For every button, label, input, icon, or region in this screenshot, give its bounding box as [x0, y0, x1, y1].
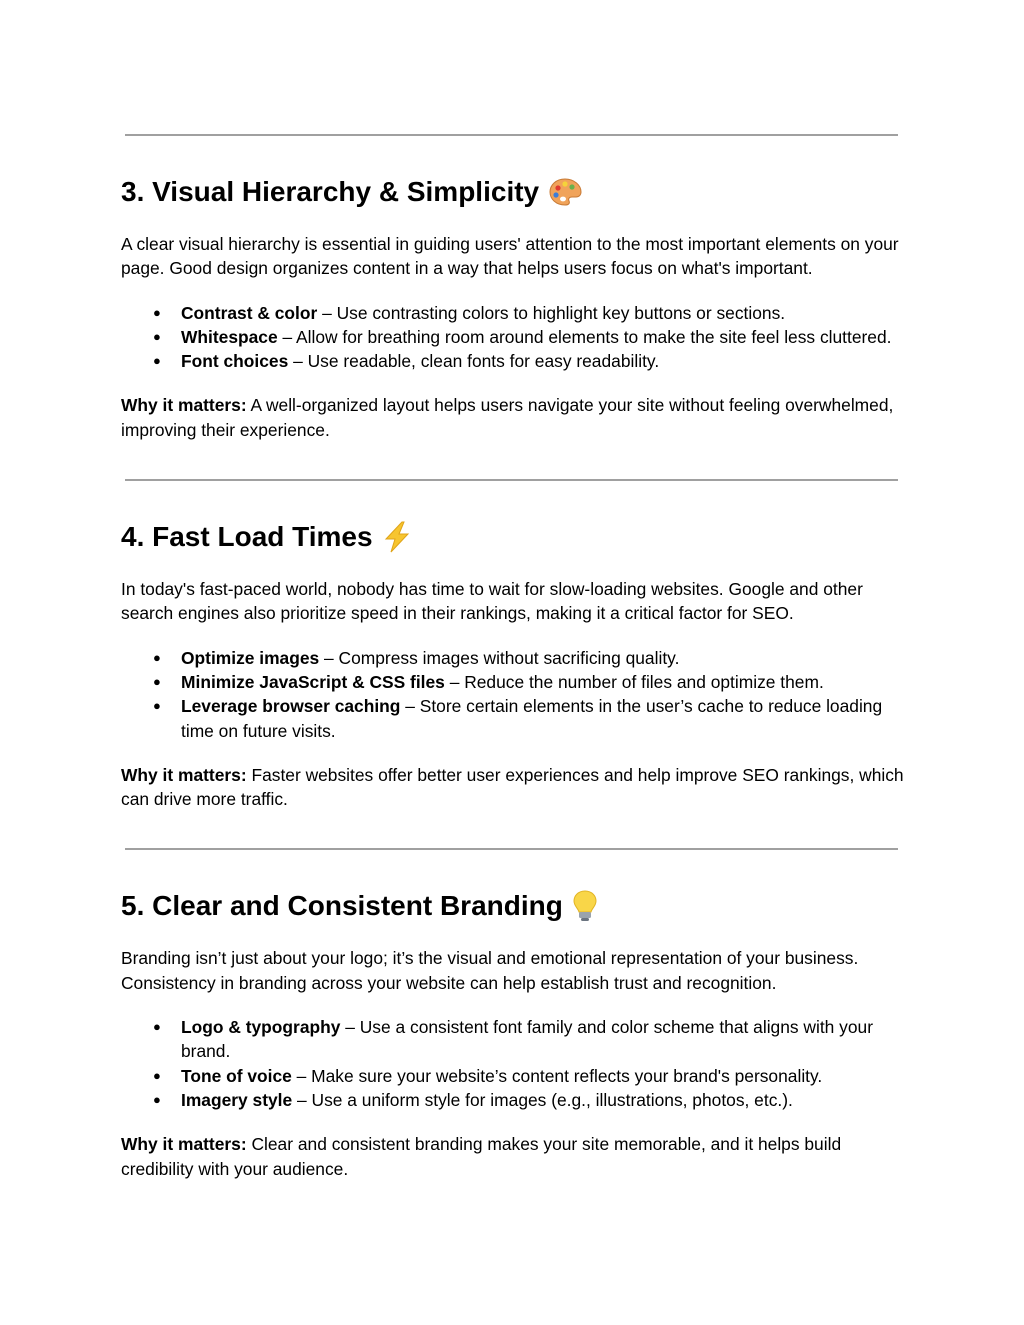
section-branding: [121, 848, 911, 1180]
document-body: [121, 134, 911, 1181]
list-item: ● Contrast & color – Use contrasting colors to highlight key buttons or sections.: [153, 302, 786, 323]
section-visual-hierarchy: [121, 134, 911, 479]
section-fast-load-times: [121, 479, 911, 848]
list-item: ● Logo & typography – Use a consistent font family and color scheme that aligns with your brand.: [153, 1017, 874, 1062]
horizontal-rule: [125, 479, 898, 481]
section-heading: 4. Fast Load Times: [121, 520, 911, 554]
why-it-matters: Why it matters: Faster websites offer better user experiences and help improve SEO rankings, which can drive more traffic.: [121, 764, 904, 810]
horizontal-rule: [125, 134, 898, 136]
section-intro: A clear visual hierarchy is essential in guiding users' attention to the most important elements on your page. Good design organizes content in a way that helps users focus on what's important.: [121, 234, 899, 279]
list-item: ● Font choices – Use readable, clean fonts for easy readability.: [153, 351, 660, 372]
list-item: ● Optimize images – Compress images without sacrificing quality.: [153, 647, 680, 668]
bullet-list: [121, 301, 911, 374]
bullet-list: [121, 646, 911, 743]
palette-icon: [548, 177, 582, 207]
bullet-list: [121, 1015, 911, 1112]
list-item: ● Minimize JavaScript & CSS files – Reduce the number of files and optimize them.: [153, 671, 824, 692]
light-bulb-icon: [572, 889, 598, 923]
section-heading: 3. Visual Hierarchy & Simplicity: [121, 175, 911, 209]
list-item: ● Imagery style – Use a uniform style for images (e.g., illustrations, photos, etc.).: [153, 1089, 793, 1110]
why-it-matters: Why it matters: A well-organized layout helps users navigate your site without feeling overwhelmed, improving their experience.: [121, 395, 894, 440]
section-intro: In today's fast-paced world, nobody has time to wait for slow-loading websites. Google and other search engines also prioritize speed in their rankings, making it a critical factor for SEO.: [121, 579, 863, 624]
why-it-matters: Why it matters: Clear and consistent branding makes your site memorable, and it helps build credibility with your audience.: [121, 1134, 842, 1179]
section-heading: 5. Clear and Consistent Branding: [121, 889, 911, 923]
lightning-icon: [382, 521, 412, 553]
list-item: ● Leverage browser caching – Store certain elements in the user’s cache to reduce loading time on future visits.: [153, 696, 883, 741]
list-item: ● Tone of voice – Make sure your website’s content reflects your brand's personality.: [153, 1065, 823, 1086]
list-item: ● Whitespace – Allow for breathing room around elements to make the site feel less cluttered.: [153, 326, 892, 347]
horizontal-rule: [125, 848, 898, 850]
section-intro: Branding isn’t just about your logo; it’s the visual and emotional representation of your business. Consistency in branding across your website can help establish trust and recognition.: [121, 948, 859, 993]
